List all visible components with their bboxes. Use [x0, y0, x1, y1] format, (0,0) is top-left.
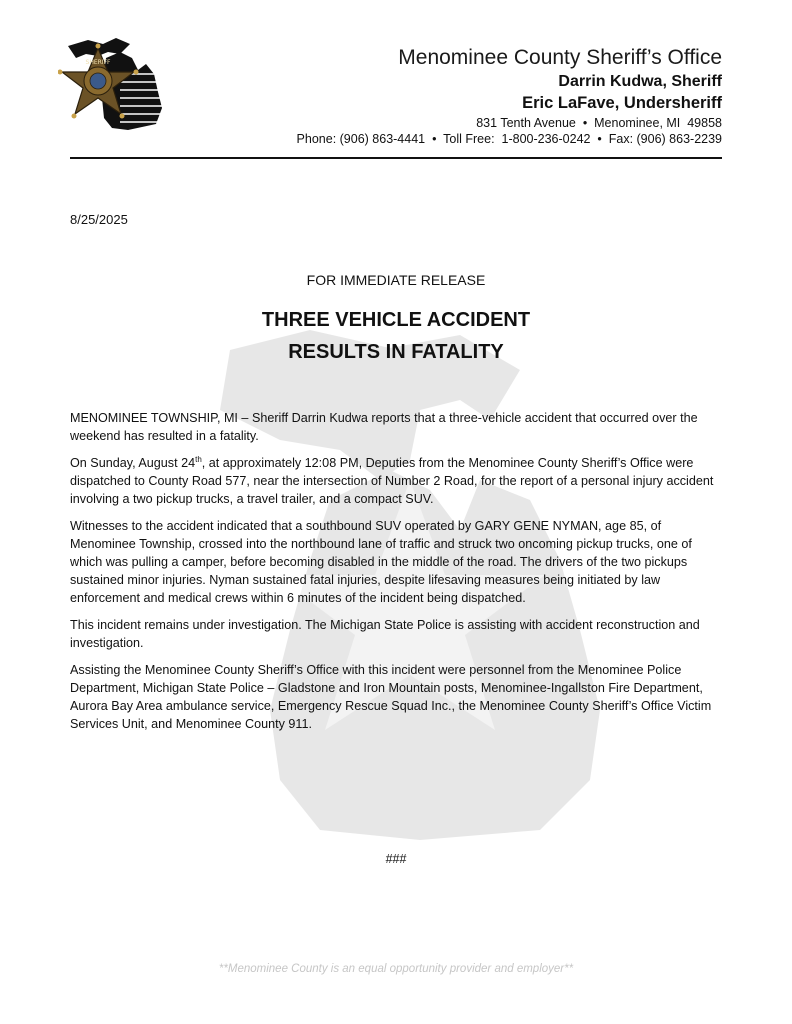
letterhead-divider	[70, 157, 722, 159]
release-date: 8/25/2025	[70, 212, 128, 227]
footer-statement: **Menominee County is an equal opportunity provider and employer**	[218, 963, 574, 975]
paragraph-2	[70, 454, 724, 508]
paragraph-5: Assisting the Menominee County Sheriff’s Office with this incident were personnel from the Menominee Police Department, Michigan State Police – Gladstone and Iron Mountain posts, Menominee-Ingallston Fire Department, Aurora Bay Area ambulance service, Emergency Rescue Squad Inc., the Menominee County Sheriff’s Office Victim Services Unit, and Menominee County 911.	[70, 663, 712, 731]
release-body	[70, 409, 724, 742]
undersheriff-name: Eric LaFave, Undersheriff	[522, 94, 722, 112]
paragraph-3: Witnesses to the accident indicated that a southbound SUV operated by GARY GENE NYMAN, age 85, of Menominee Township, crossed into the northbound lane of traffic and struck two oncoming pickup trucks, one of which was pulling a camper, before becoming disabled in the middle of the road. The drivers of the two pickups sustained minor injuries. Nyman sustained fatal injuries, despite lifesaving measures being initiated by law enforcement and medical crews within 6 minutes of the incident being dispatched.	[70, 519, 692, 605]
headline-line-1: THREE VEHICLE ACCIDENT	[261, 309, 531, 331]
paragraph-2-rest: , at approximately 12:08 PM, Deputies from the Menominee County Sheriff’s Office were dispatched to County Road 577, near the intersection of Number 2 Road, for the report of a personal injury accident involving a two pickup trucks, a travel trailer, and a compact SUV.	[70, 456, 714, 506]
sheriff-badge-logo	[58, 34, 173, 132]
paragraph-2-start: On Sunday, August 24	[70, 456, 196, 470]
badge-label: SHERIFF	[85, 59, 111, 66]
office-name: Menominee County Sheriff’s Office	[398, 46, 722, 69]
paragraph-4: This incident remains under investigation. The Michigan State Police is assisting with accident reconstruction and investigation.	[70, 618, 700, 650]
ordinal-suffix: th	[195, 454, 202, 464]
end-mark: ###	[385, 852, 407, 866]
office-address: 831 Tenth Avenue • Menominee, MI 49858	[476, 116, 722, 130]
paragraph-1: MENOMINEE TOWNSHIP, MI – Sheriff Darrin Kudwa reports that a three-vehicle accident that occurred over the weekend has resulted in a fatality.	[70, 411, 698, 443]
release-type: FOR IMMEDIATE RELEASE	[306, 272, 486, 288]
office-phone-line: Phone: (906) 863-4441 • Toll Free: 1-800-236-0242 • Fax: (906) 863-2239	[296, 132, 722, 146]
headline-line-2: RESULTS IN FATALITY	[288, 341, 504, 363]
sheriff-name: Darrin Kudwa, Sheriff	[558, 73, 722, 90]
